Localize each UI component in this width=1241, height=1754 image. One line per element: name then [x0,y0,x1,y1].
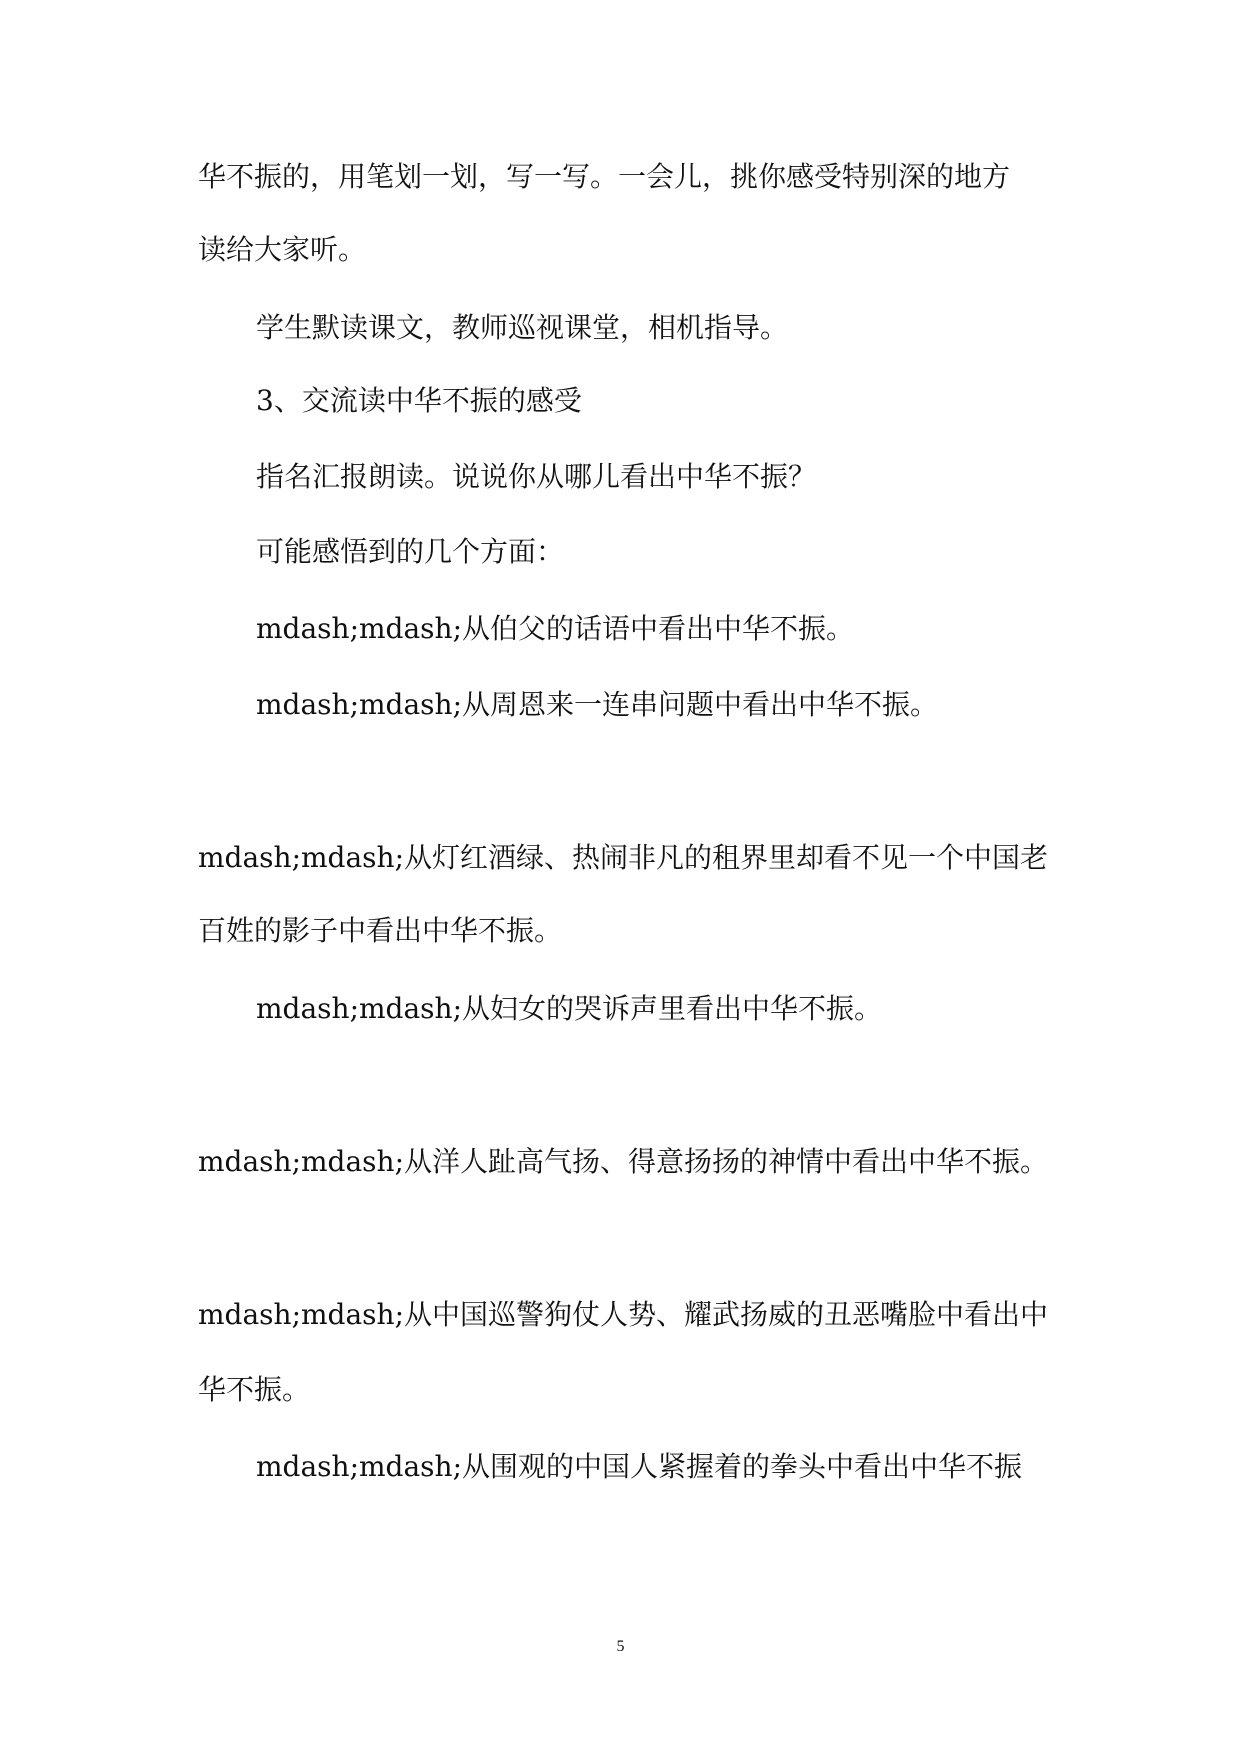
page-number: 5 [616,1638,625,1655]
text-line: mdash;mdash;从围观的中国人紧握着的拳头中看出中华不振 [256,1450,1023,1483]
text-line: 读给大家听。 [198,233,367,266]
section-heading: 3、交流读中华不振的感受 [256,384,582,417]
text-line: mdash;mdash;从周恩来一连串问题中看出中华不振。 [256,688,939,721]
text-line: mdash;mdash;从妇女的哭诉声里看出中华不振。 [256,992,883,1025]
text-line: mdash;mdash;从洋人趾高气扬、得意扬扬的神情中看出中华不振。 [198,1145,1049,1178]
text-line: mdash;mdash;从灯红酒绿、热闹非凡的租界里却看不见一个中国老 [198,841,1049,874]
text-line: mdash;mdash;从伯父的话语中看出中华不振。 [256,612,855,645]
text-line: 学生默读课文，教师巡视课堂，相机指导。 [256,311,789,344]
text-line: mdash;mdash;从中国巡警狗仗人势、耀武扬威的丑恶嘴脸中看出中 [198,1298,1049,1331]
text-line: 百姓的影子中看出中华不振。 [198,914,563,947]
text-line: 可能感悟到的几个方面： [256,535,565,568]
text-line: 华不振的，用笔划一划，写一写。一会儿，挑你感受特别深的地方 [198,160,1011,193]
text-line: 华不振。 [198,1373,311,1406]
text-line: 指名汇报朗读。说说你从哪儿看出中华不振？ [256,460,817,493]
